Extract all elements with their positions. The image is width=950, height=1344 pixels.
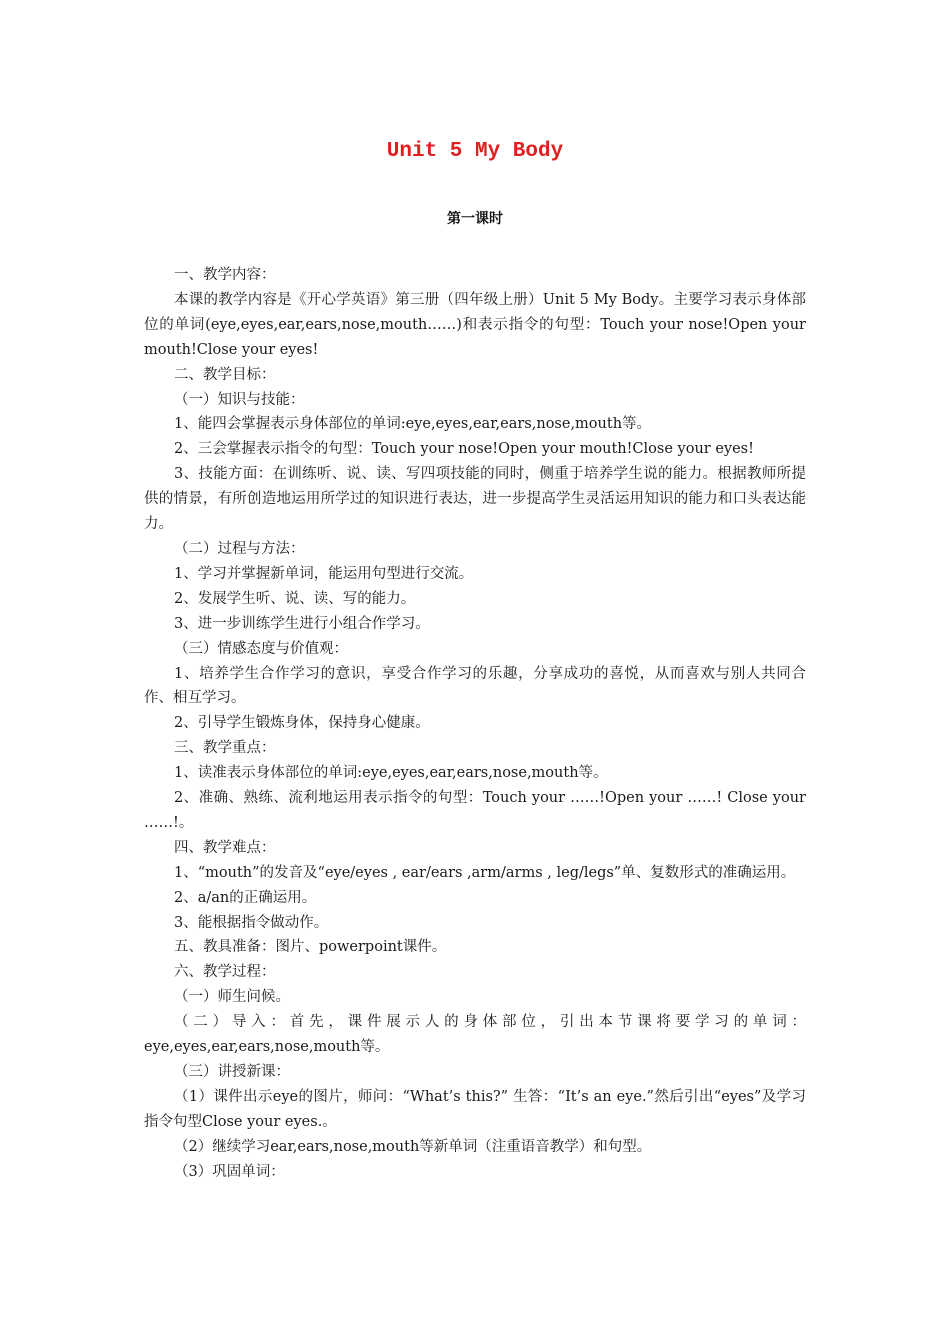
list-item: 2、a/an的正确运用。 xyxy=(174,889,317,906)
list-item: 1、“mouth”的发音及“eye/eyes , ear/ears ,arm/arms , leg/legs”单、复数形式的准确运用。 xyxy=(174,864,796,881)
section-heading: 六、教学过程： xyxy=(174,964,276,981)
list-item: 2、发展学生听、说、读、写的能力。 xyxy=(174,590,416,607)
section-heading: 一、教学内容： xyxy=(174,267,276,283)
paragraph: （二）导入：首先，课件展示人的身体部位，引出本节课将要学习的单词：eye,eyes,ear,ears,nose,mouth等。 xyxy=(144,1014,806,1056)
document-title: Unit 5 My Body xyxy=(386,140,564,163)
section-heading: 三、教学重点： xyxy=(174,740,276,757)
list-item: 3、技能方面：在训练听、说、读、写四项技能的同时，侧重于培养学生说的能力。根据教师所提供的情景，有所创造地运用所学过的知识进行表达，进一步提高学生灵活运用知识的能力和口头表达能力。 xyxy=(144,466,806,533)
document-body xyxy=(144,263,806,1185)
section-heading: 二、教学目标： xyxy=(174,366,276,383)
subsection-heading: （三）情感态度与价值观： xyxy=(174,640,348,657)
list-item: 2、三会掌握表示指令的句型：Touch your nose!Open your mouth!Close your eyes! xyxy=(174,441,754,458)
list-item: 3、进一步训练学生进行小组合作学习。 xyxy=(174,615,430,632)
paragraph: 本课的教学内容是《开心学英语》第三册（四年级上册）Unit 5 My Body。主要学习表示身体部位的单词(eye,eyes,ear,ears,nose,mouth……)和表示指令的句型：Touch your nose!Open your mouth!Close your eyes! xyxy=(144,291,806,358)
list-item: 1、培养学生合作学习的意识，享受合作学习的乐趣，分享成功的喜悦，从而喜欢与别人共同合作、相互学习。 xyxy=(144,665,806,707)
section-heading: 五、教具准备：图片、powerpoint课件。 xyxy=(174,939,447,956)
lesson-subtitle: 第一课时 xyxy=(447,211,503,227)
list-item: 3、能根据指令做动作。 xyxy=(174,914,329,931)
list-item: 2、准确、熟练、流利地运用表示指令的句型：Touch your ……!Open your ……! Close your ……!。 xyxy=(144,790,806,831)
list-item: 1、能四会掌握表示身体部位的单词:eye,eyes,ear,ears,nose,mouth等。 xyxy=(174,416,652,433)
subsection-heading: （一）师生问候。 xyxy=(174,989,290,1006)
subsection-heading: （二）过程与方法： xyxy=(174,540,305,557)
section-heading: 四、教学难点： xyxy=(174,839,276,856)
list-item: 1、学习并掌握新单词，能运用句型进行交流。 xyxy=(174,565,474,582)
paragraph: （1）课件出示eye的图片，师问：“What’s this?” 生答：“It’s an eye.”然后引出“eyes”及学习指令句型Close your eyes.。 xyxy=(144,1088,806,1130)
list-item: 2、引导学生锻炼身体，保持身心健康。 xyxy=(174,715,430,732)
paragraph: （3）巩固单词： xyxy=(174,1163,285,1180)
list-item: 1、读准表示身体部位的单词:eye,eyes,ear,ears,nose,mouth等。 xyxy=(174,765,608,782)
paragraph: （2）继续学习ear,ears,nose,mouth等新单词（注重语音教学）和句型。 xyxy=(174,1138,652,1155)
subsection-heading: （三）讲授新课： xyxy=(174,1064,290,1080)
subsection-heading: （一）知识与技能： xyxy=(174,391,305,408)
